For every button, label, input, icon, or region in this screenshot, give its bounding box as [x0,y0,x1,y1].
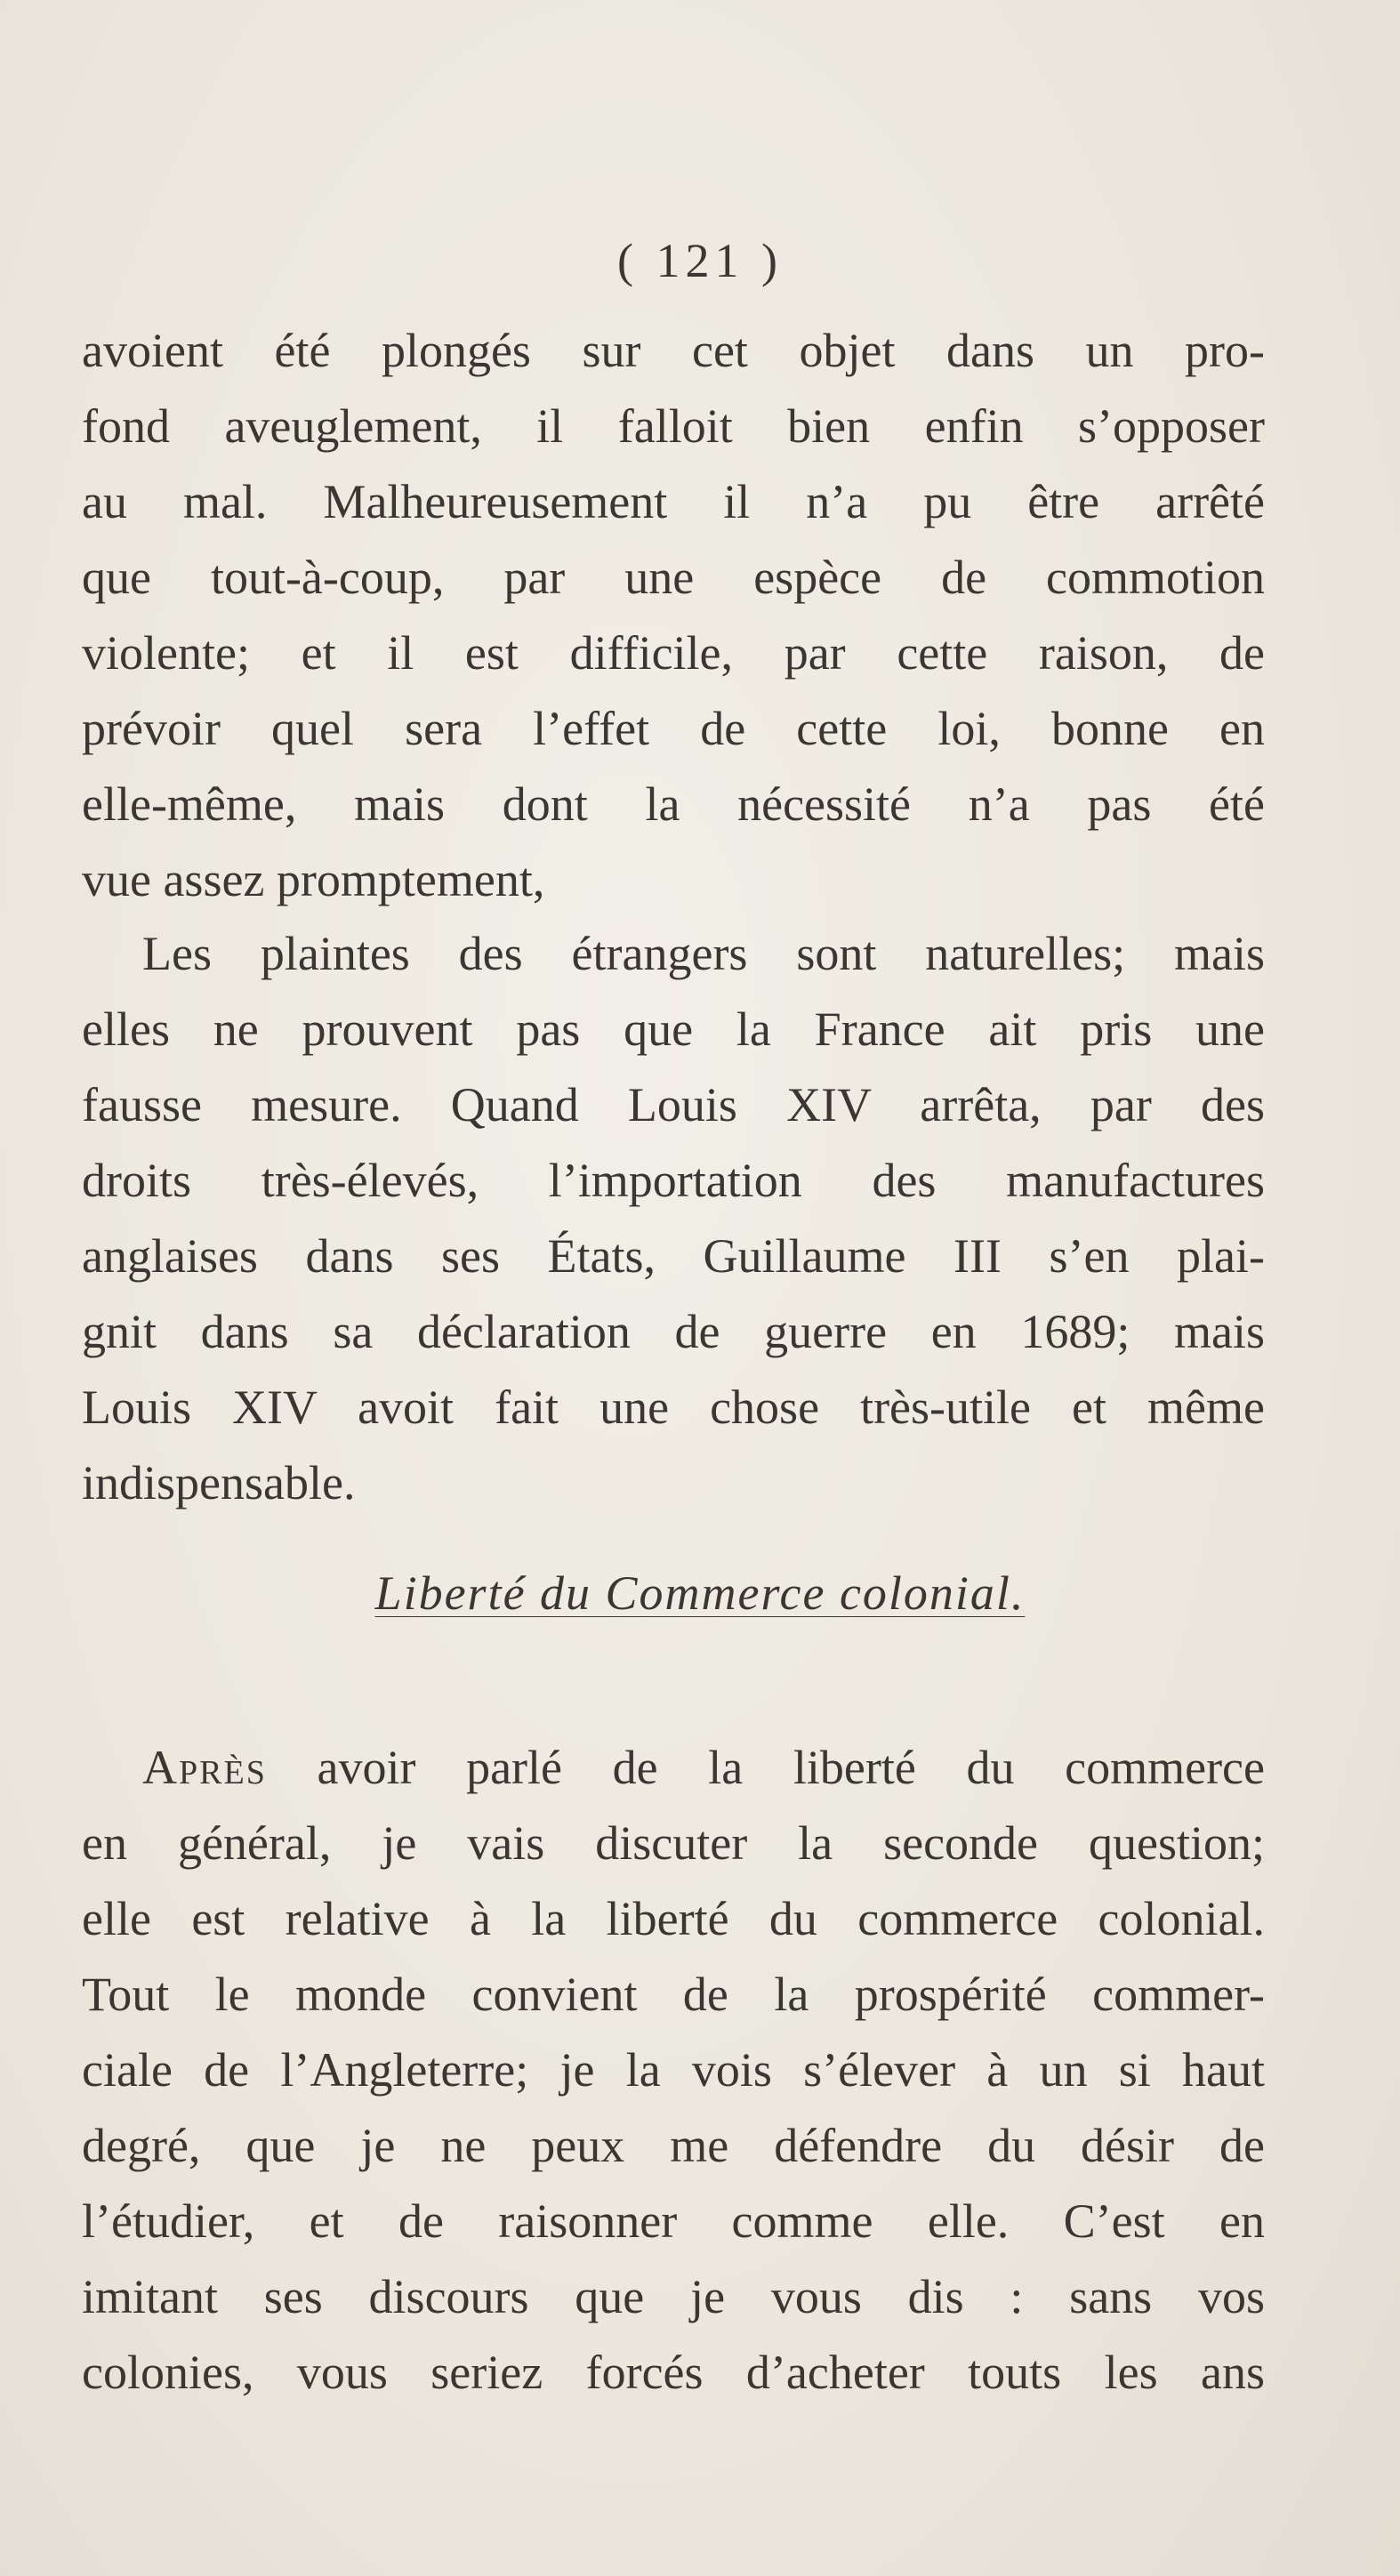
text-line: anglaises dans ses États, Guillaume III s’en plai- [82,1229,1265,1283]
text-line: au mal. Malheureusement il n’a pu être arrêté [82,475,1265,528]
paragraph-1 [82,313,1265,918]
text-line: Louis XIV avoit fait une chose très-utile et même [82,1381,1265,1434]
lead-word: Après [142,1741,267,1794]
text-line: fausse mesure. Quand Louis XIV arrêta, par des [82,1078,1265,1131]
text-line: Les plaintes des étrangers sont naturelles; mais [142,927,1265,980]
page-number: ( 121 ) [617,234,783,287]
text-line [82,1730,1265,1806]
text-line: imitant ses discours que je vous dis : sans vos [82,2270,1265,2323]
text-line: degré, que je ne peux me défendre du désir de [82,2119,1265,2172]
text-line: vue assez promptement, [82,853,545,906]
text-line: avoient été plongés sur cet objet dans un pro- [82,324,1265,377]
text-line: Tout le monde convient de la prospérité commer- [82,1968,1265,2021]
section-heading [0,1566,1400,1621]
text-line: fond aveuglement, il falloit bien enfin s’opposer [82,399,1265,453]
text-line: en général, je vais discuter la seconde question; [82,1816,1265,1870]
text-line: violente; et il est difficile, par cette raison, de [82,626,1265,680]
text-line: gnit dans sa déclaration de guerre en 1689; mais [82,1305,1265,1358]
text-line: indispensable. [82,1456,356,1509]
text-line: elle est relative à la liberté du commerce colonial. [82,1892,1265,1945]
text-line: colonies, vous seriez forcés d’acheter touts les ans [82,2346,1265,2399]
text-line: prévoir quel sera l’effet de cette loi, bonne en [82,702,1265,755]
text-line: l’étudier, et de raisonner comme elle. C’est en [82,2194,1265,2248]
text-line: elles ne prouvent pas que la France ait pris une [82,1002,1265,1056]
text-line: elle-même, mais dont la nécessité n’a pas été [82,777,1265,831]
text-line: ciale de l’Angleterre; je la vois s’élever à un si haut [82,2043,1265,2097]
text-line: que tout-à-coup, par une espèce de commotion [82,551,1265,604]
paragraph-2 [82,916,1265,1521]
text-line: droits très-élevés, l’importation des manufactures [82,1154,1265,1207]
lead-line-rest: avoir parlé de la liberté du commerce [266,1741,1265,1794]
paragraph-3 [82,1730,1265,2411]
section-heading-text: Liberté du Commerce colonial. [374,1566,1026,1620]
